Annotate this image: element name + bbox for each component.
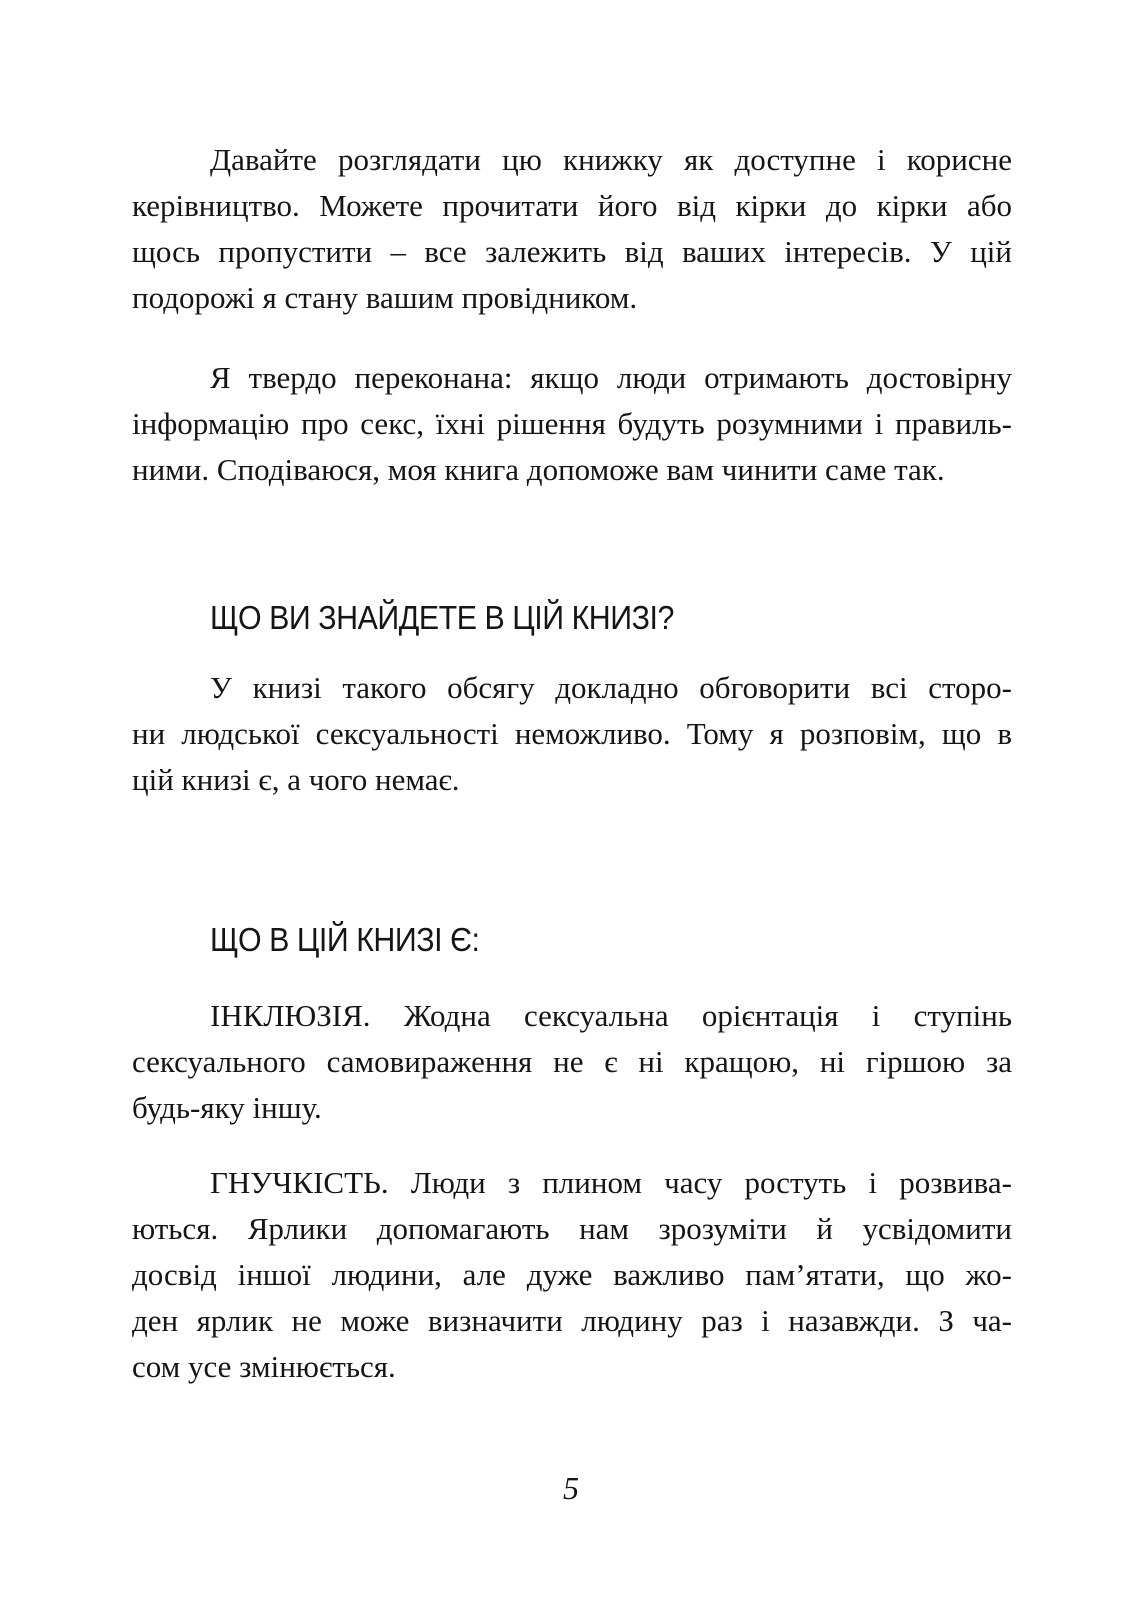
paragraph-intro-belief (132, 355, 1012, 493)
text-line: керівництво. Можете прочитати його від кірки до кірки або (132, 188, 1012, 223)
text-line: досвід іншої людини, але дуже важливо пам’ятати, що жо- (132, 1257, 1012, 1292)
text-line: У книзі такого обсягу докладно обговорити всі сторо- (210, 670, 1012, 705)
text-line: інформацію про секс, їхні рішення будуть розумними і правиль- (132, 406, 1012, 441)
paragraph-flexibility (132, 1160, 1012, 1390)
page-number: 5 (563, 1470, 579, 1506)
text-line: сексуального самовираження не є ні кращою, ні гіршою за (132, 1044, 1012, 1079)
paragraph-scope (132, 665, 1012, 803)
text-line: будь-яку іншу. (132, 1090, 322, 1125)
section-heading-what-you-find: ЩО ВИ ЗНАЙДЕТЕ В ЦІЙ КНИЗІ? (210, 599, 674, 636)
text-line: ни людської сексуальності неможливо. Тому я розповім, що в (132, 716, 1012, 751)
section-heading-what-is-in: ЩО В ЦІЙ КНИЗІ Є: (210, 921, 480, 958)
text-line: ІНКЛЮЗІЯ. Жодна сексуальна орієнтація і ступінь (210, 998, 1012, 1033)
paragraph-intro-guide (132, 137, 1012, 321)
text-line: ними. Сподіваюся, моя книга допоможе вам чинити саме так. (132, 452, 945, 487)
text-line: подорожі я стану вашим провідником. (132, 280, 638, 315)
paragraph-inclusion (132, 993, 1012, 1131)
text-line: Давайте розглядати цю книжку як доступне і корисне (210, 142, 1012, 177)
text-line: ються. Ярлики допомагають нам зрозуміти й усвідомити (132, 1211, 1012, 1246)
text-line: ден ярлик не може визначити людину раз і назавжди. З ча- (132, 1303, 1012, 1338)
text-line: ГНУЧКІСТЬ. Люди з плином часу ростуть і розвива- (210, 1165, 1012, 1200)
text-line: щось пропустити – все залежить від ваших інтересів. У цій (132, 234, 1012, 269)
text-line: Я твердо переконана: якщо люди отримають достовірну (210, 360, 1012, 395)
text-line: цій книзі є, а чого немає. (132, 762, 460, 797)
text-line: сом усе змінюється. (132, 1349, 396, 1384)
